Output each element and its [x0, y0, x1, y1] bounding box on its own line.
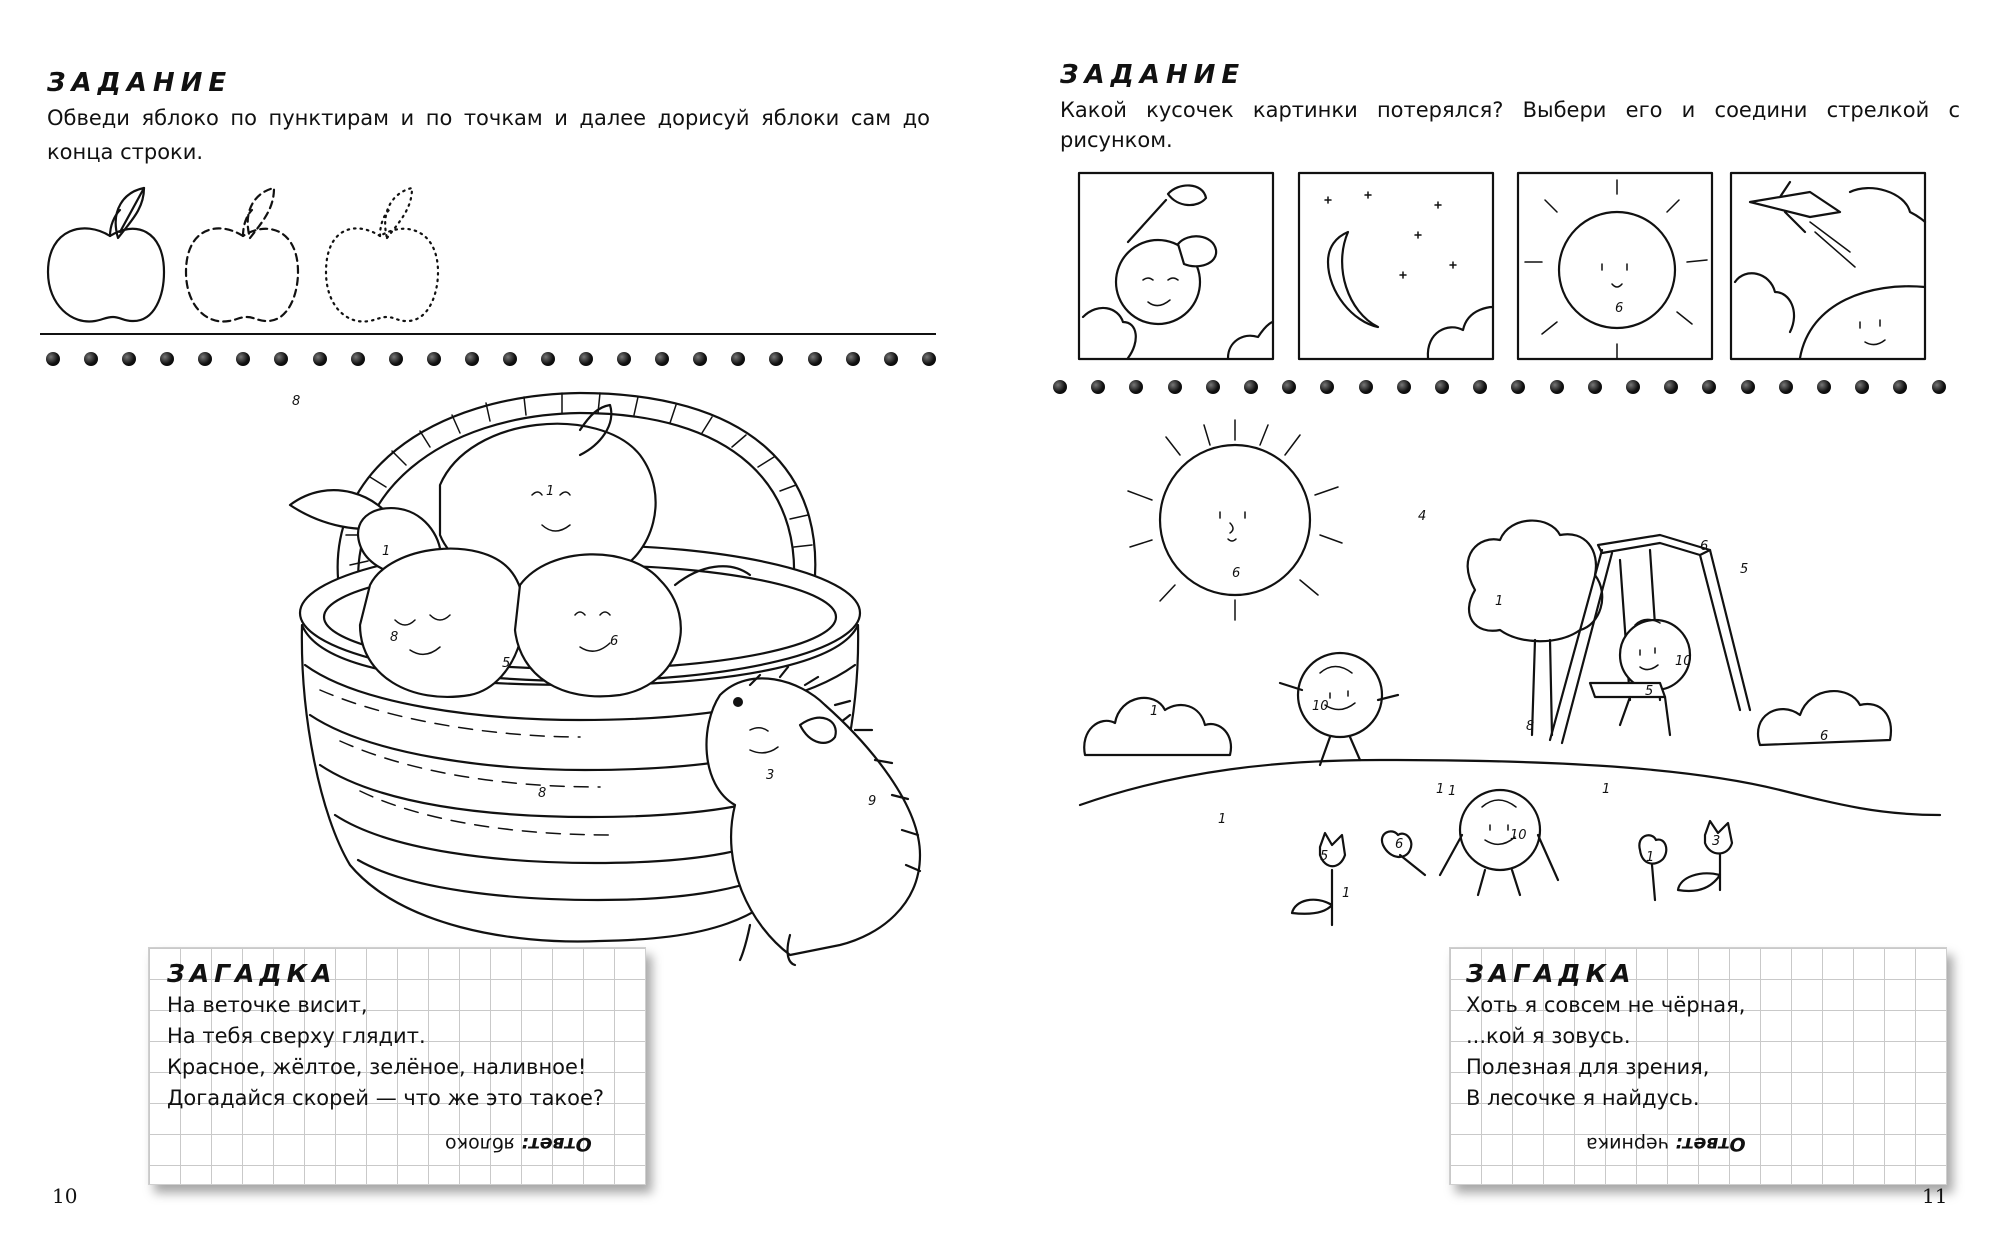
task-title: ЗАДАНИЕ — [1060, 60, 1246, 90]
riddle-line: На веточке висит, — [167, 993, 368, 1017]
berry-character-icon — [1280, 653, 1398, 765]
riddle-answer — [445, 1133, 592, 1155]
svg-text:9: 9 — [868, 794, 877, 809]
sun-icon — [1128, 420, 1342, 620]
tree-icon — [1468, 521, 1603, 735]
flower-icon — [1292, 833, 1345, 925]
answer-label: Ответ: — [521, 1133, 592, 1155]
task-text: Обведи яблоко по пунктирам и по точкам и далее дорисуй яблоки сам до конца строки. — [47, 106, 930, 164]
answer-label: Ответ: — [1674, 1133, 1746, 1155]
answer-value: черника — [1586, 1133, 1669, 1155]
dot-divider — [46, 352, 936, 366]
riddle-line: ...кой я зовусь. — [1466, 1024, 1631, 1048]
svg-text:4: 4 — [1418, 509, 1427, 524]
riddle-line: Красное, жёлтое, зелёное, наливное! — [167, 1055, 587, 1079]
svg-text:8: 8 — [390, 630, 399, 645]
svg-text:6: 6 — [1615, 301, 1624, 316]
option-piece-3[interactable] — [1517, 172, 1713, 360]
svg-text:6: 6 — [610, 634, 619, 649]
riddle-line: Догадайся скорей — что же это такое? — [167, 1086, 605, 1110]
svg-text:6: 6 — [1232, 566, 1241, 581]
solid-apple-icon — [48, 188, 164, 322]
dashed-apple-icon — [186, 188, 298, 322]
park-scene-illustration — [1080, 415, 1960, 945]
svg-text:1: 1 — [1436, 782, 1445, 797]
svg-text:1: 1 — [546, 484, 555, 499]
riddle-title: ЗАГАДКА — [1466, 959, 1636, 988]
svg-text:5: 5 — [1740, 562, 1749, 577]
page-number: 10 — [52, 1184, 78, 1208]
berry-character-icon — [1440, 790, 1558, 895]
flower-icon — [1639, 835, 1666, 900]
svg-text:1: 1 — [382, 544, 391, 559]
option-piece-2[interactable] — [1298, 172, 1494, 360]
riddle-answer — [1586, 1133, 1746, 1155]
svg-text:8: 8 — [1526, 719, 1535, 734]
flower-icon — [1382, 831, 1425, 875]
page-number: 11 — [1922, 1184, 1948, 1208]
svg-text:1: 1 — [1602, 782, 1611, 797]
svg-text:1: 1 — [1495, 594, 1504, 609]
writing-line — [40, 333, 936, 335]
svg-text:1: 1 — [1218, 812, 1227, 827]
riddle-line: Хоть я совсем не чёрная, — [1466, 993, 1746, 1017]
svg-text:10: 10 — [1675, 654, 1692, 669]
option-piece-1[interactable] — [1078, 172, 1274, 360]
dot-divider — [1053, 380, 1946, 394]
svg-text:6: 6 — [1395, 837, 1404, 852]
svg-text:10: 10 — [1510, 828, 1527, 843]
svg-text:5: 5 — [1645, 684, 1654, 699]
option-piece-4[interactable] — [1730, 172, 1926, 360]
svg-text:3: 3 — [1712, 834, 1721, 849]
svg-text:6: 6 — [1820, 729, 1829, 744]
svg-text:5: 5 — [1320, 849, 1329, 864]
riddle-line: Полезная для зрения, — [1466, 1055, 1710, 1079]
svg-text:8: 8 — [292, 394, 301, 409]
svg-text:5: 5 — [502, 656, 511, 671]
task-title: ЗАДАНИЕ — [47, 68, 233, 98]
svg-text:1: 1 — [1342, 886, 1351, 901]
svg-text:1: 1 — [1150, 704, 1159, 719]
apple-tracing-row — [40, 180, 460, 330]
riddle-line: В лесочке я найдусь. — [1466, 1086, 1700, 1110]
right-page — [1000, 0, 2000, 1256]
riddle-line: На тебя сверху глядит. — [167, 1024, 426, 1048]
svg-text:6: 6 — [1700, 539, 1709, 554]
svg-text:3: 3 — [766, 768, 775, 783]
basket-coloring-illustration — [280, 385, 950, 965]
riddle-title: ЗАГАДКА — [167, 959, 337, 988]
svg-text:10: 10 — [1312, 699, 1329, 714]
svg-text:1: 1 — [1448, 784, 1457, 799]
svg-text:1: 1 — [1646, 850, 1655, 865]
flower-icon — [1678, 821, 1732, 891]
answer-value: яблоко — [445, 1133, 516, 1155]
svg-text:8: 8 — [538, 786, 547, 801]
dotted-apple-icon — [326, 188, 438, 322]
task-text: Какой кусочек картинки потерялся? Выбери его и соедини стрелкой с рисунком. — [1060, 98, 1960, 152]
